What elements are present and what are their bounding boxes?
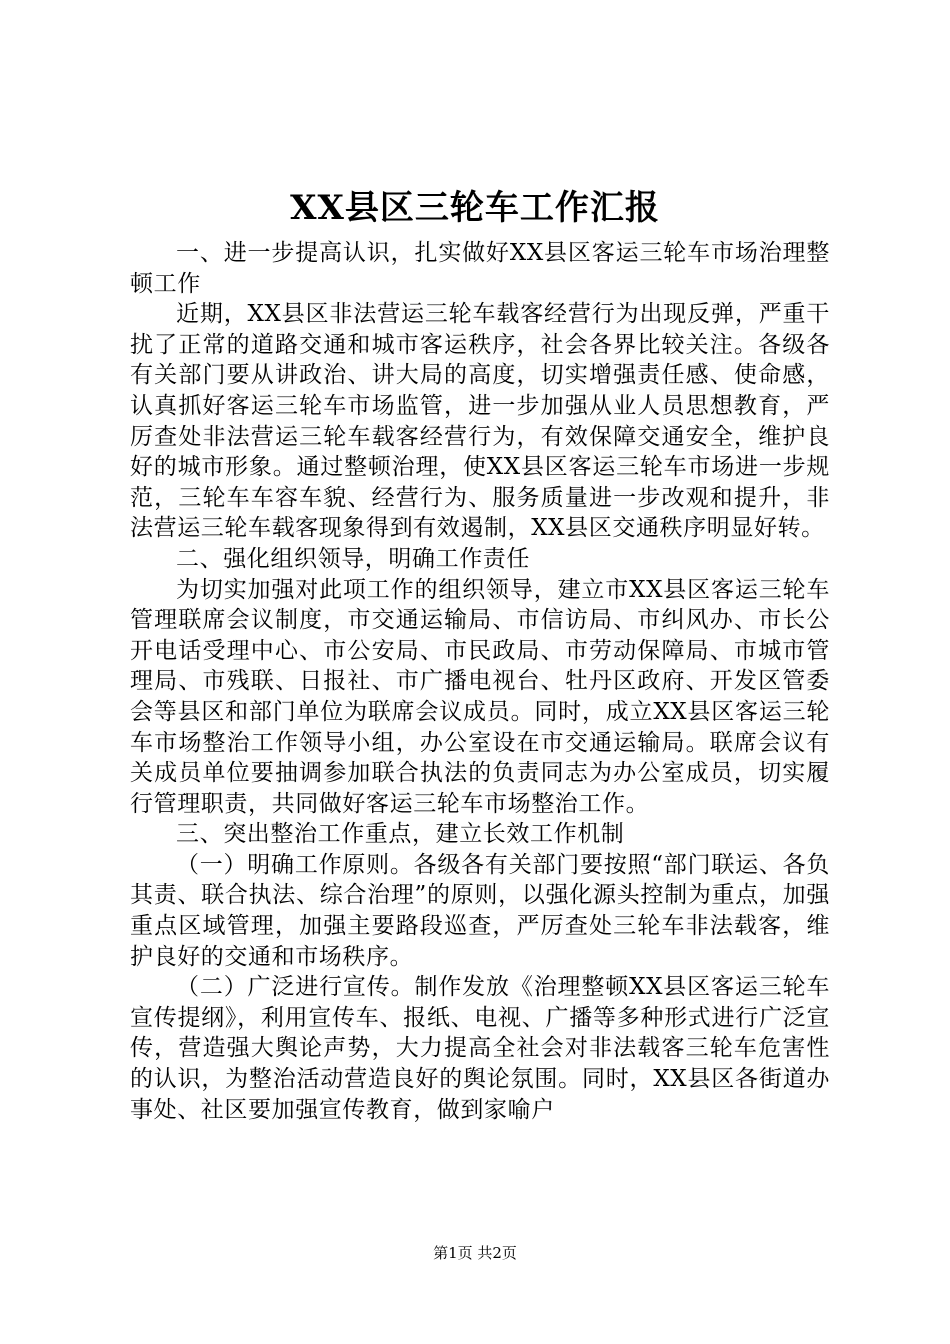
paragraph-item-2: （二）广泛进行宣传。制作发放《治理整顿XX县区客运三轮车宣传提纲》，利用宣传车、报纸、电视、广播等多种形式进行广泛宣传，营造强大舆论声势，大力提高全社会对非法载客三轮车危害性的认识，为整治活动营造良好的舆论氛围。同时，XX县区各街道办事处、社区要加强宣传教育，做到家喻户	[130, 974, 830, 1123]
document-title: XX县区三轮车工作汇报	[290, 188, 660, 228]
page-number-footer: 第1页 共2页	[433, 1244, 517, 1262]
paragraph-section-2-body: 为切实加强对此项工作的组织领导，建立市XX县区客运三轮车管理联席会议制度，市交通运输局、市信访局、市纠风办、市长公开电话受理中心、市公安局、市民政局、市劳动保障局、市城市管理局、市残联、日报社、市广播电视台、牡丹区政府、开发区管委会等县区和部门单位为联席会议成员。同时，成立XX县区客运三轮车市场整治工作领导小组，办公室设在市交通运输局。联席会议有关成员单位要抽调参加联合执法的负责同志为办公室成员，切实履行管理职责，共同做好客运三轮车市场整治工作。	[130, 576, 830, 817]
paragraph-section-3-heading: 三、突出整治工作重点，建立长效工作机制	[176, 821, 625, 848]
paragraph-section-1-heading: 一、进一步提高认识，扎实做好XX县区客运三轮车市场治理整顿工作	[130, 240, 830, 297]
paragraph-section-2-heading: 二、强化组织领导，明确工作责任	[176, 545, 530, 572]
document-body	[130, 238, 830, 1125]
paragraph-item-1: （一）明确工作原则。各级各有关部门要按照“部门联运、各负其责、联合执法、综合治理”的原则，以强化源头控制为重点，加强重点区域管理，加强主要路段巡查，严厉查处三轮车非法载客，维护良好的交通和市场秩序。	[130, 851, 830, 970]
paragraph-section-1-body: 近期，XX县区非法营运三轮车载客经营行为出现反弹，严重干扰了正常的道路交通和城市客运秩序，社会各界比较关注。各级各有关部门要从讲政治、讲大局的高度，切实增强责任感、使命感，认真抓好客运三轮车市场监管，进一步加强从业人员思想教育，严厉查处非法营运三轮车载客经营行为，有效保障交通安全，维护良好的城市形象。通过整顿治理，使XX县区客运三轮车市场进一步规范，三轮车车容车貌、经营行为、服务质量进一步改观和提升，非法营运三轮车载客现象得到有效遏制，XX县区交通秩序明显好转。	[130, 301, 830, 542]
